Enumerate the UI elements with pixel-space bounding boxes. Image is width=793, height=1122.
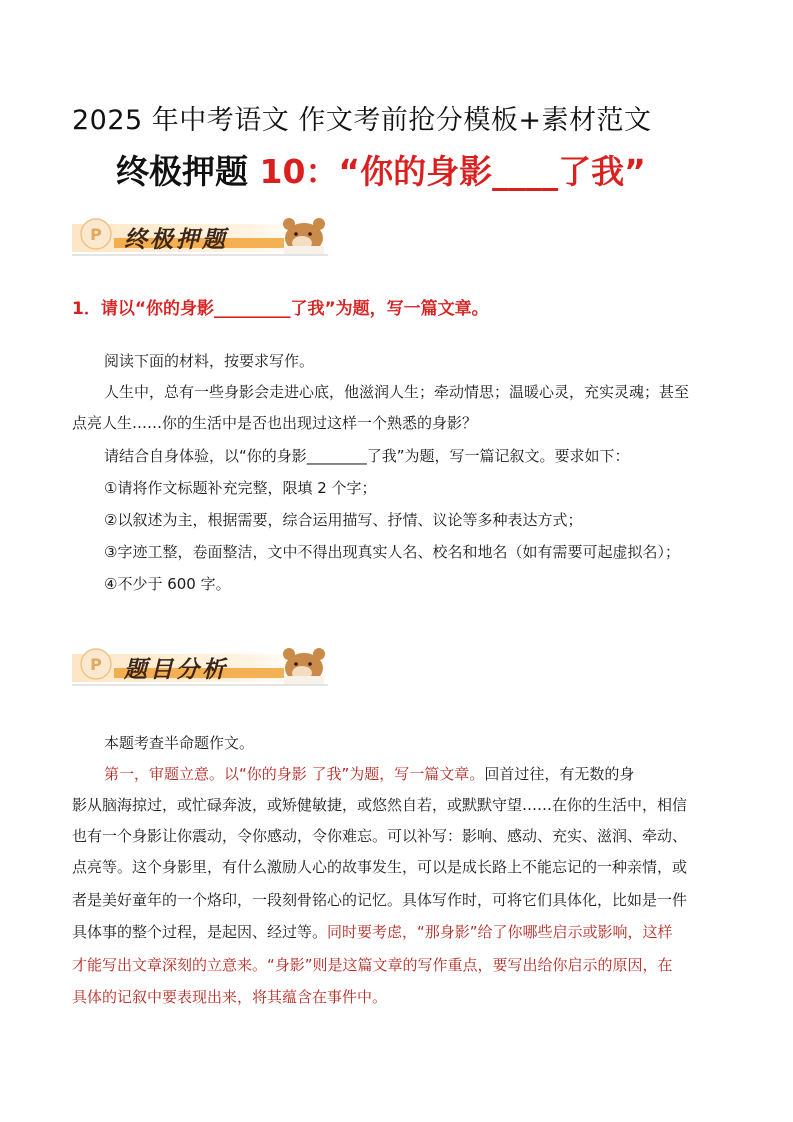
bear-mascot-icon xyxy=(283,218,325,254)
svg-text:P: P xyxy=(90,225,102,244)
question-heading: 1．请以“你的身影_________了我”为题，写一篇文章。 xyxy=(72,299,489,319)
banner-label: 题目分析 xyxy=(124,657,228,683)
analysis-text: 具体事的整个过程，是起因、经过等。 xyxy=(72,923,328,941)
analysis-key-point: 第一，审题立意。以“你的身影 了我”为题，写一篇文章。 xyxy=(104,765,485,783)
subtitle-prefix: 终极押题 xyxy=(116,152,260,191)
requirement-item: ③字迹工整，卷面整洁，文中不得出现真实人名、校名和地名（如有需要可起虚拟名）； xyxy=(104,543,680,561)
writing-requirement: 请结合自身体验，以“你的身影________了我”为题，写一篇记叙文。要求如下： xyxy=(104,447,630,465)
subtitle-topic: 10：“你的身影____了我” xyxy=(259,152,646,191)
analysis-line: 者是美好童年的一个烙印，一段刻骨铭心的记忆。具体写作时，可将它们具体化，比如是一件 xyxy=(72,891,688,909)
analysis-line: 影从脑海掠过，或忙碌奔波，或矫健敏捷，或悠然自若，或默默守望……在你的生活中，相信 xyxy=(72,796,688,814)
material-instruction: 阅读下面的材料，按要求写作。 xyxy=(104,352,315,370)
requirement-item: ①请将作文标题补充完整，限填 2 个字； xyxy=(104,479,377,497)
document-subtitle xyxy=(116,146,646,193)
material-text-line: 点亮人生……你的生活中是否也出现过这样一个熟悉的身影？ xyxy=(72,414,478,432)
section-banner-final-prediction xyxy=(72,212,328,258)
analysis-line: 具体的记叙中要表现出来，将其蕴含在事件中。 xyxy=(72,988,388,1006)
banner-label: 终极押题 xyxy=(124,227,228,253)
material-text-line: 人生中，总有一些身影会走进心底，他滋润人生；牵动情思；温暖心灵，充实灵魂；甚至 xyxy=(104,383,690,401)
analysis-line: 点亮等。这个身影里，有什么激励人心的故事发生，可以是成长路上不能忘记的一种亲情，或 xyxy=(72,858,688,876)
analysis-text: 回首过往，有无数的身 xyxy=(484,765,635,783)
svg-text:P: P xyxy=(90,655,102,674)
analysis-key-point: 才能写出文章深刻的立意来。 xyxy=(72,956,268,974)
analysis-key-point: “身影”则是这篇文章的写作重点，要写出给你启示的原因，在 xyxy=(267,956,673,974)
analysis-key-point: 同时要考虑，“那身影”给了你哪些启示或影响，这样 xyxy=(327,923,673,941)
analysis-line xyxy=(72,950,724,981)
analysis-line: 也有一个身影让你震动，令你感动，令你难忘。可以补写：影响、感动、充实、滋润、牵动、 xyxy=(72,827,688,845)
analysis-intro: 本题考查半命题作文。 xyxy=(104,734,255,752)
bear-mascot-icon xyxy=(283,648,325,684)
document-title: 2025 年中考语文 作文考前抢分模板+素材范文 xyxy=(72,105,652,136)
analysis-line xyxy=(72,759,756,790)
section-banner-topic-analysis xyxy=(72,642,328,688)
requirement-item: ④不少于 600 字。 xyxy=(104,575,231,593)
analysis-line xyxy=(72,917,724,948)
requirement-item: ②以叙述为主，根据需要，综合运用描写、抒情、议论等多种表达方式； xyxy=(104,511,583,529)
